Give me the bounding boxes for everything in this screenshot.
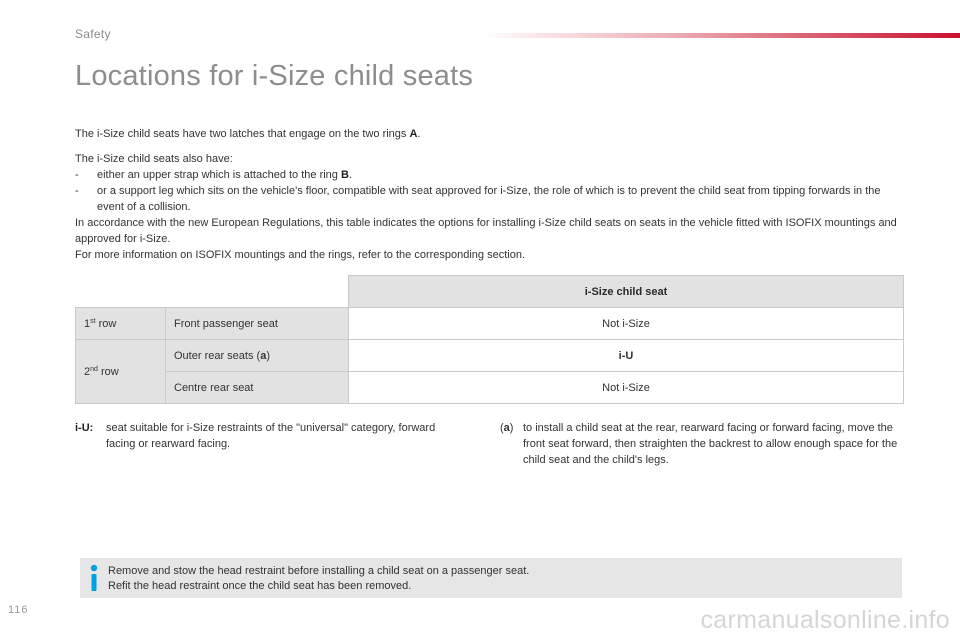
header-rule — [480, 33, 960, 38]
seat-value: i-U — [349, 340, 904, 372]
intro-paragraph-2: The i-Size child seats also have: — [75, 153, 233, 165]
note-a-close: ) — [509, 422, 514, 434]
ring-b-key: B — [340, 169, 349, 181]
page-number: 116 — [8, 604, 29, 616]
row-number: 2 — [84, 365, 91, 378]
info-line: Remove and stow the head restraint before installing a child seat on a passenger seat. — [108, 565, 530, 577]
row-label — [76, 308, 166, 340]
intro-1-end: . — [417, 128, 421, 140]
seat-value: Not i-Size — [349, 372, 904, 404]
table-header-row — [76, 276, 904, 308]
note-a-text: to install a child seat at the rear, rearward facing or forward facing, move the front seat forward, then straighten the backrest to allow enough space for the child seat and the child's legs. — [523, 422, 898, 466]
body-text — [75, 126, 905, 263]
row-ordinal: st — [90, 317, 96, 325]
seat-label: Centre rear seat — [166, 372, 349, 404]
iu-term: i-U: — [75, 422, 94, 434]
table-row — [76, 308, 904, 340]
watermark: carmanualsonline.info — [700, 606, 950, 634]
bullet-text-end: . — [348, 169, 352, 181]
ring-a-key: A — [409, 128, 418, 140]
table-row — [76, 372, 904, 404]
column-header: i-Size child seat — [349, 276, 904, 308]
info-line: Refit the head restraint once the child seat has been removed. — [108, 580, 412, 592]
i-size-table — [75, 275, 904, 404]
bullet-text: or a support leg which sits on the vehicle's floor, compatible with seat approved for i-Size, the role of which is to prevent the child seat from tipping forwards in the event of a collision. — [97, 185, 881, 213]
seat-value: Not i-Size — [349, 308, 904, 340]
iu-text: seat suitable for i-Size restraints of the "universal" category, forward facing or rearward facing. — [106, 422, 436, 450]
page-title: Locations for i-Size child seats — [75, 60, 474, 92]
row-word: row — [97, 365, 119, 378]
row-label — [76, 340, 166, 404]
note-a-open: ( — [500, 422, 504, 434]
row-number: 1 — [84, 317, 91, 330]
table-row — [76, 340, 904, 372]
bullet-item — [75, 183, 905, 215]
info-icon — [88, 564, 100, 592]
more-info-paragraph: For more information on ISOFIX mountings and the rings, refer to the corresponding section. — [75, 249, 526, 261]
seat-label: Front passenger seat — [166, 308, 349, 340]
note-a-ref: a — [260, 349, 267, 362]
intro-paragraph-1 — [75, 126, 905, 142]
note-a-term — [500, 420, 523, 468]
seat-label-text: Outer rear seats ( — [174, 349, 261, 362]
info-box — [80, 558, 902, 598]
info-text — [108, 564, 529, 594]
intro-1-text: The i-Size child seats have two latches that engage on the two rings — [75, 128, 410, 140]
section-label: Safety — [75, 27, 111, 41]
bullet-text — [97, 167, 905, 183]
bullet-dash: - — [75, 185, 79, 197]
seat-label-end: ) — [266, 349, 270, 362]
note-a — [500, 420, 900, 468]
row-ordinal: nd — [90, 365, 98, 373]
bullet-text-main: either an upper strap which is attached to the ring — [97, 169, 341, 181]
bullet-item — [75, 167, 905, 183]
bullet-dash: - — [75, 169, 79, 181]
seat-label — [166, 340, 349, 372]
iu-definition — [75, 420, 445, 452]
note-a-key: a — [503, 422, 510, 434]
row-word: row — [95, 317, 117, 330]
table-corner — [76, 276, 349, 308]
regulations-paragraph: In accordance with the new European Regulations, this table indicates the options for installing i-Size child seats on seats in the vehicle fitted with ISOFIX mountings and approved for i-Size. — [75, 217, 897, 245]
